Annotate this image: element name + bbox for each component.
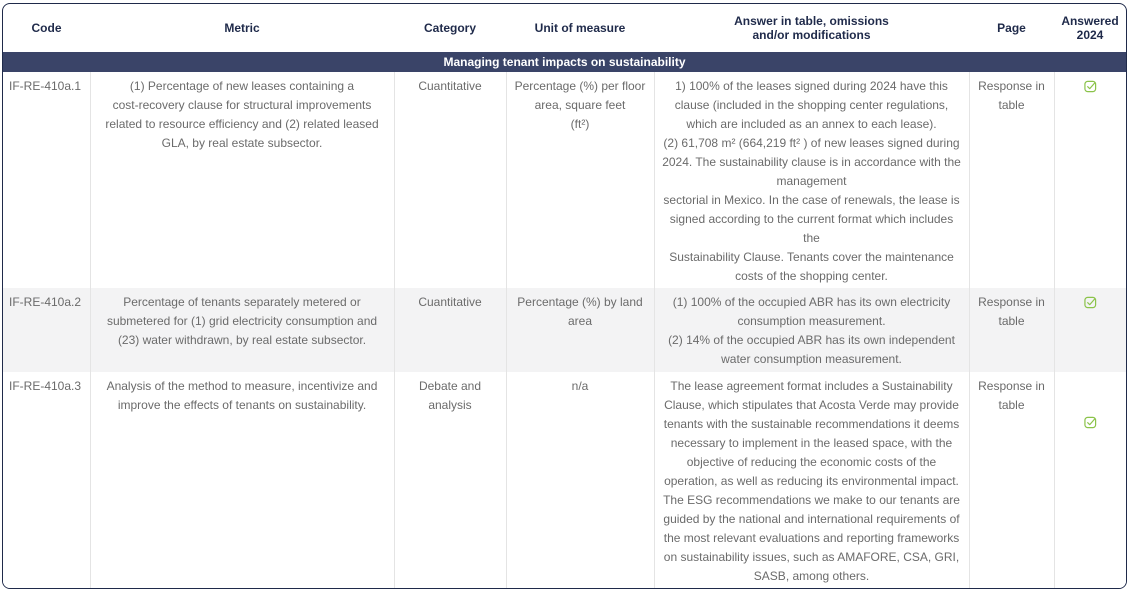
text-line: GLA, by real estate subsector. [161,136,323,150]
text-line: area, square feet [534,98,626,112]
section-row [3,52,1126,72]
text-line: 2024. The sustainability clause is in accordance with the [662,155,961,169]
header-row [3,4,1126,52]
metric-cell [90,288,394,372]
header-metric: Metric [224,21,260,35]
text-line: improve the effects of tenants on sustainability. [117,398,367,412]
text-line: Response in [978,79,1045,93]
text-line: related to resource efficiency and (2) related leased [105,117,379,131]
text-line: management [776,174,847,188]
category-cell [394,372,506,589]
text-line: (23) water withdrawn, by real estate subsector. [117,333,367,347]
text-line: table [998,98,1025,112]
check-circle-icon [1084,296,1097,309]
header-answer-line2: and/or modifications [752,28,871,42]
answered-cell [1054,288,1126,372]
header-answered-line2: 2024 [1076,28,1104,42]
page-cell [969,72,1054,288]
text-line: SASB, among others. [753,569,870,583]
text-line: cost-recovery clause for structural improvements [112,98,372,112]
check-circle-icon [1084,80,1097,93]
text-line: Clause, which stipulates that Acosta Verde may provide [664,398,959,412]
page-cell [969,372,1054,589]
text-line: objective of reducing the economic costs of the [686,455,937,469]
text-line: (1) Percentage of new leases containing a [129,79,355,93]
text-line: Response in [978,379,1045,393]
header-answer-line1: Answer in table, omissions [734,14,889,28]
answer-cell [654,372,969,589]
text-line: area [567,314,593,328]
answered-cell [1054,372,1126,589]
answer-cell [654,288,969,372]
category-cell [394,72,506,288]
text-line: Percentage of tenants separately metered or [123,295,361,309]
text-line: The ESG recommendations we make to our tenants are [663,493,960,507]
metric-cell [90,72,394,288]
text-line: water consumption measurement. [721,352,902,366]
text-line: signed according to the current format which includes the [669,212,954,245]
table-row [3,72,1126,288]
code-cell: IF-RE-410a.2 [3,288,90,372]
text-line: clause (included in the shopping center regulations, [674,98,949,112]
text-line: Response in [978,295,1045,309]
text-line: (2) 14% of the occupied ABR has its own independent [668,333,955,347]
code-cell: IF-RE-410a.3 [3,372,90,589]
table-row [3,288,1126,372]
sasb-table-frame [2,3,1127,589]
header-answered [1054,4,1126,52]
text-line: n/a [571,379,589,393]
text-line: guided by the national and international requirements of [663,512,960,526]
answer-cell [654,72,969,288]
check-circle-icon [1084,416,1097,429]
text-line: (2) 61,708 m² (664,219 ft² ) of new leases signed during [663,136,960,150]
text-line: table [998,314,1025,328]
header-unit: Unit of measure [534,21,626,35]
text-line: consumption measurement. [737,314,886,328]
header-page: Page [997,21,1026,35]
text-line: Percentage (%) by land [517,295,643,309]
header-category: Category [423,21,476,35]
header-answered-line1: Answered [1061,14,1119,28]
section-title: Managing tenant impacts on sustainability [3,52,1126,72]
text-line: costs of the shopping center. [735,269,888,283]
unit-cell [506,72,654,288]
answered-cell [1054,72,1126,288]
text-line: Sustainability Clause. Tenants cover the maintenance [669,250,954,264]
text-line: (ft²) [570,117,590,131]
text-line: table [998,398,1025,412]
metric-cell [90,372,394,589]
text-line: tenants with the sustainable recommendations it deems [663,417,960,431]
header-code: Code [31,21,62,35]
unit-cell [506,288,654,372]
text-line: operation, as well as reducing its environmental impact. [664,474,959,488]
text-line: which are included as an annex to each lease). [686,117,937,131]
text-line: the most relevant evaluations and reporting frameworks [663,531,960,545]
text-line: 1) 100% of the leases signed during 2024 have this [675,79,948,93]
text-line: (1) 100% of the occupied ABR has its own electricity [672,295,951,309]
text-line: Cuantitative [418,79,482,93]
text-line: The lease agreement format includes a Sustainability [670,379,953,393]
table-row [3,372,1126,589]
code-cell: IF-RE-410a.1 [3,72,90,288]
header-answer [654,4,969,52]
unit-cell [506,372,654,589]
text-line: analysis [428,398,472,412]
sasb-index-table [3,4,1126,589]
text-line: Cuantitative [418,295,482,309]
category-cell [394,288,506,372]
text-line: on sustainability issues, such as AMAFORE, CSA, GRI, [663,550,960,564]
text-line: sectorial in Mexico. In the case of renewals, the lease is [663,193,960,207]
text-line: necessary to implement in the leased space, with the [670,436,953,450]
text-line: Percentage (%) per floor [514,79,646,93]
text-line: submetered for (1) grid electricity consumption and [106,314,378,328]
text-line: Debate and [418,379,482,393]
text-line: Analysis of the method to measure, incentivize and [106,379,378,393]
page-cell [969,288,1054,372]
